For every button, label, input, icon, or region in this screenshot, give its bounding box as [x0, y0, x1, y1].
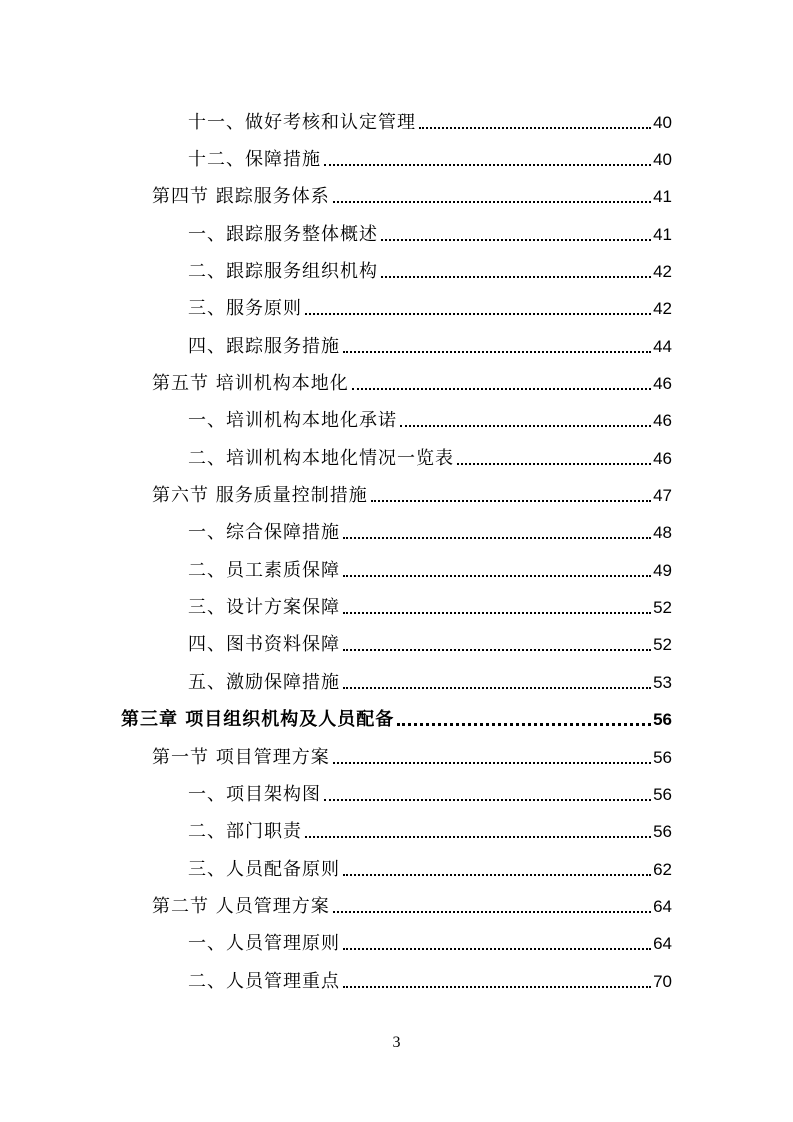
- toc-entry-page: 41: [653, 225, 672, 244]
- dot-leader: [305, 313, 651, 315]
- toc-entry-page: 41: [653, 187, 672, 206]
- toc-entry-title: 二、培训机构本地化情况一览表: [188, 448, 454, 469]
- toc-entry-page: 40: [653, 113, 672, 132]
- toc-entry[interactable]: [188, 626, 672, 656]
- toc-entry-title: 十一、做好考核和认定管理: [188, 112, 416, 133]
- toc-entry[interactable]: [152, 888, 672, 918]
- toc-entry-page: 48: [653, 523, 672, 542]
- toc-entry-title: 一、培训机构本地化承诺: [188, 410, 397, 431]
- toc-entry[interactable]: [188, 776, 672, 806]
- toc-entry[interactable]: [188, 328, 672, 358]
- toc-entry-page: 53: [653, 673, 672, 692]
- toc-entry-page: 64: [653, 897, 672, 916]
- toc-entry-title: 第六节 服务质量控制措施: [152, 485, 368, 506]
- dot-leader: [343, 612, 651, 614]
- toc-entry[interactable]: [188, 104, 672, 134]
- toc-entry-title: 四、跟踪服务措施: [188, 336, 340, 357]
- dot-leader: [343, 948, 651, 950]
- dot-leader: [343, 351, 651, 353]
- dot-leader: [371, 500, 651, 502]
- toc-entry-title: 三、人员配备原则: [188, 859, 340, 880]
- dot-leader: [381, 276, 651, 278]
- dot-leader: [343, 537, 651, 539]
- dot-leader: [419, 127, 651, 129]
- dot-leader: [324, 799, 651, 801]
- toc-entry-page: 49: [653, 561, 672, 580]
- toc-entry-page: 56: [653, 785, 672, 804]
- toc-entry[interactable]: [188, 141, 672, 171]
- dot-leader: [333, 911, 651, 913]
- toc-entry-page: 56: [653, 822, 672, 841]
- toc-entry-title: 三、服务原则: [188, 298, 302, 319]
- toc-entry[interactable]: [188, 664, 672, 694]
- dot-leader: [352, 388, 651, 390]
- toc-entry-title: 二、部门职责: [188, 821, 302, 842]
- toc-entry[interactable]: [188, 514, 672, 544]
- toc-entry[interactable]: [188, 813, 672, 843]
- toc-entry-title: 第二节 人员管理方案: [152, 896, 330, 917]
- toc-entry-title: 一、跟踪服务整体概述: [188, 224, 378, 245]
- dot-leader: [343, 874, 651, 876]
- dot-leader: [343, 575, 651, 577]
- toc-entry-title: 第三章 项目组织机构及人员配备: [121, 709, 395, 730]
- toc-entry[interactable]: [188, 589, 672, 619]
- dot-leader: [324, 164, 651, 166]
- toc-entry-title: 五、激励保障措施: [188, 672, 340, 693]
- toc-entry[interactable]: [152, 365, 672, 395]
- toc-entry-title: 一、人员管理原则: [188, 933, 340, 954]
- toc-entry-page: 46: [653, 374, 672, 393]
- toc-entry-title: 一、综合保障措施: [188, 522, 340, 543]
- dot-leader: [333, 201, 651, 203]
- page-number: 3: [392, 1034, 401, 1051]
- toc-entry[interactable]: [152, 178, 672, 208]
- toc-entry-title: 二、人员管理重点: [188, 971, 340, 992]
- toc-entry[interactable]: [188, 440, 672, 470]
- toc-entry-page: 64: [653, 934, 672, 953]
- toc-entry-page: 47: [653, 486, 672, 505]
- toc-entry[interactable]: [188, 851, 672, 881]
- toc-entry-page: 52: [653, 598, 672, 617]
- toc-entry[interactable]: [188, 925, 672, 955]
- dot-leader: [343, 649, 651, 651]
- toc-entry-title: 第四节 跟踪服务体系: [152, 186, 330, 207]
- dot-leader: [400, 425, 651, 427]
- toc-entry-page: 62: [653, 860, 672, 879]
- toc-entry-title: 第五节 培训机构本地化: [152, 373, 349, 394]
- toc-entry-title: 四、图书资料保障: [188, 634, 340, 655]
- dot-leader: [397, 723, 651, 726]
- toc-entry-page: 42: [653, 262, 672, 281]
- dot-leader: [305, 836, 651, 838]
- toc-entry-page: 44: [653, 337, 672, 356]
- toc-entry-title: 十二、保障措施: [188, 149, 321, 170]
- dot-leader: [343, 986, 651, 988]
- toc-entry[interactable]: [188, 552, 672, 582]
- toc-entry-title: 一、项目架构图: [188, 784, 321, 805]
- toc-entry-chapter[interactable]: [121, 701, 672, 731]
- dot-leader: [381, 239, 651, 241]
- toc-entry[interactable]: [152, 477, 672, 507]
- toc-entry-page: 70: [653, 972, 672, 991]
- toc-entry[interactable]: [188, 216, 672, 246]
- toc-entry-page: 56: [653, 710, 672, 729]
- dot-leader: [457, 463, 651, 465]
- toc-entry-page: 56: [653, 748, 672, 767]
- toc-entry-page: 46: [653, 449, 672, 468]
- toc-entry-title: 第一节 项目管理方案: [152, 747, 330, 768]
- toc-entry[interactable]: [188, 253, 672, 283]
- toc-entry-page: 42: [653, 299, 672, 318]
- toc-entry[interactable]: [152, 739, 672, 769]
- toc-entry-page: 52: [653, 635, 672, 654]
- toc-entry-title: 二、跟踪服务组织机构: [188, 261, 378, 282]
- toc-entry[interactable]: [188, 290, 672, 320]
- toc-entry[interactable]: [188, 963, 672, 993]
- toc-entry-page: 46: [653, 411, 672, 430]
- toc-entry[interactable]: [188, 402, 672, 432]
- toc-entry-title: 三、设计方案保障: [188, 597, 340, 618]
- dot-leader: [333, 762, 651, 764]
- toc-entry-title: 二、员工素质保障: [188, 560, 340, 581]
- dot-leader: [343, 687, 651, 689]
- toc-entry-page: 40: [653, 150, 672, 169]
